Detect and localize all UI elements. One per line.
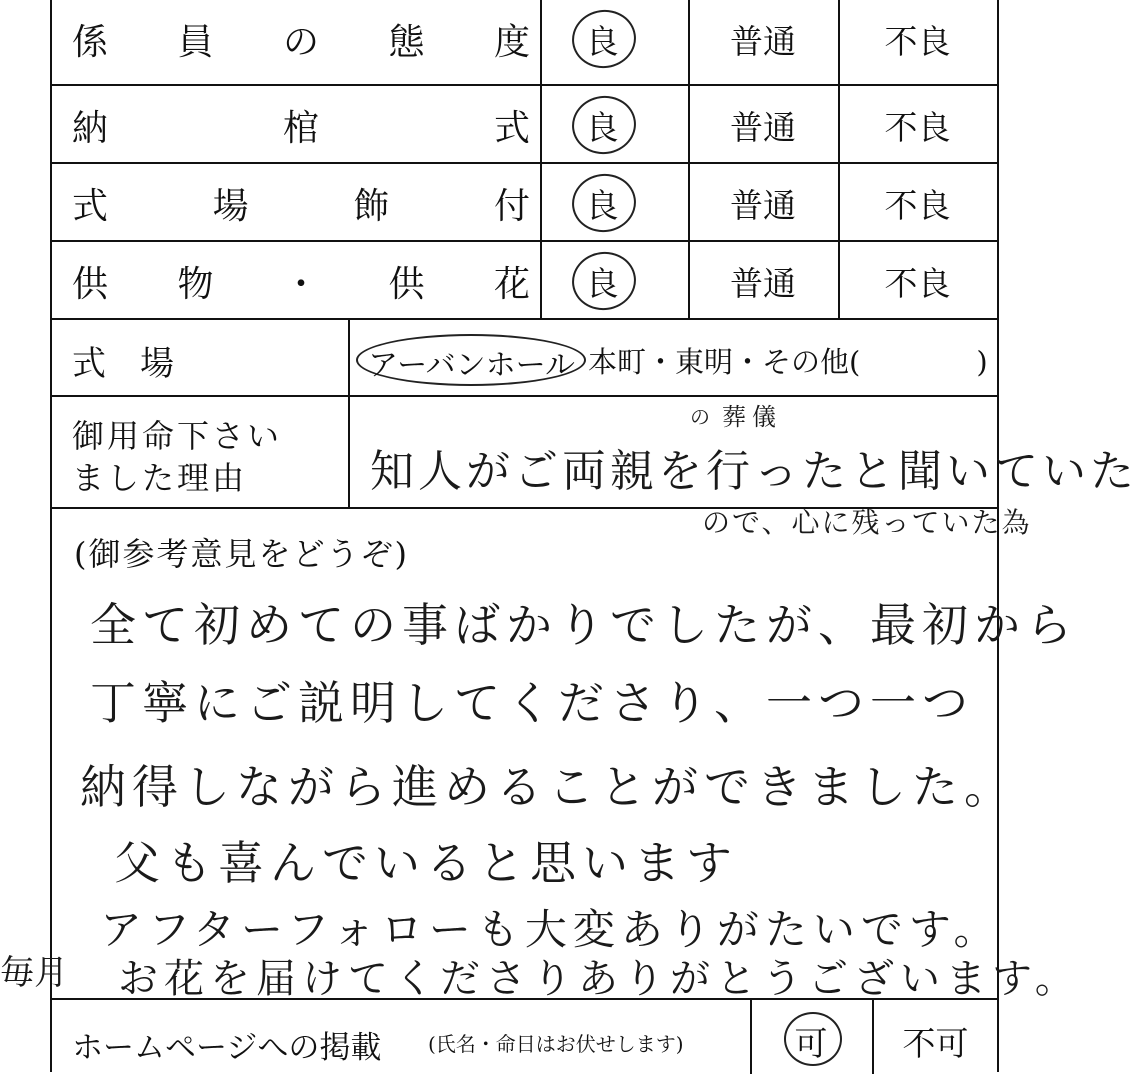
publish-note: (氏名・命日はお伏せします) (428, 1032, 684, 1056)
rating-label-char: 供 (388, 264, 425, 305)
comments-section (50, 507, 1081, 1009)
rating-label-char: 場 (212, 186, 249, 227)
rating-option-cell[interactable] (540, 0, 688, 84)
reason-insert-word: 葬儀 (722, 403, 782, 431)
rating-option-cell[interactable] (838, 242, 997, 320)
rating-label-char: 態 (388, 22, 425, 63)
reason-answer-cell (348, 397, 1138, 509)
publish-option-no[interactable]: 不可 (902, 1024, 969, 1063)
rating-label-char: 式 (493, 108, 530, 149)
reason-answer-line2[interactable]: ので、心に残っていた為 (702, 506, 1032, 539)
comment-line: 父も喜んでいると思います (114, 836, 738, 890)
reason-label-line1: 御用命下さい (72, 417, 283, 455)
comments-heading: (御参考意見をどうぞ) (74, 535, 409, 573)
rating-option-cell[interactable] (688, 0, 838, 84)
venue-options (348, 320, 997, 397)
rating-label-char: 納 (72, 108, 109, 149)
rating-label-char: 供 (72, 264, 109, 305)
comment-line: 全て初めての事ばかりでしたが、最初から (90, 598, 1078, 652)
rating-option-cell[interactable] (540, 242, 688, 320)
rating-option-label[interactable]: 普通 (730, 186, 796, 225)
rating-option-label[interactable]: 良 (585, 108, 619, 147)
comment-line: お花を届けてくださりありがとうございます。 (118, 956, 1081, 1002)
rating-label (72, 100, 530, 151)
rating-option-label[interactable]: 不良 (884, 186, 951, 225)
rating-label (72, 178, 530, 229)
rating-row (50, 240, 997, 320)
reason-label-line2: ました理由 (72, 459, 248, 497)
rating-option-cell[interactable] (838, 0, 997, 84)
rating-option-label[interactable]: 良 (585, 186, 619, 225)
rating-label-char: 式 (72, 186, 109, 227)
rating-label-char: ・ (282, 264, 319, 305)
rating-label-char: 花 (493, 264, 530, 305)
rating-option-cell[interactable] (688, 86, 838, 164)
rating-option-cell[interactable] (838, 86, 997, 164)
publish-row (50, 998, 997, 1074)
rating-option-label[interactable]: 不良 (884, 22, 951, 61)
rating-row (50, 0, 997, 84)
rating-label-char: の (282, 22, 319, 63)
comment-line: 丁寧にご説明してくださり、一つ一つ (90, 676, 974, 730)
rating-option-label[interactable]: 良 (585, 22, 619, 61)
reason-answer-line1[interactable]: 知人がご両親を行ったと聞いていた (370, 446, 1138, 497)
rating-option-label[interactable]: 普通 (730, 22, 796, 61)
rating-label-char: 棺 (282, 108, 319, 149)
comment-line: アフターフォローも大変ありがたいです。 (100, 905, 1002, 954)
rating-label (72, 14, 530, 65)
margin-note: 毎月 (0, 953, 68, 993)
publish-option-yes-cell[interactable] (750, 1000, 872, 1074)
rating-label-char: 付 (493, 186, 530, 227)
rating-label-char: 員 (177, 22, 214, 63)
venue-option-selected[interactable]: アーバンホール (368, 348, 575, 383)
reason-insert-particle: の (690, 405, 716, 429)
rating-option-label[interactable]: 不良 (884, 108, 951, 147)
rating-label-char: 飾 (353, 186, 390, 227)
rating-label-char: 係 (72, 22, 109, 63)
publish-option-no-cell[interactable] (872, 1000, 997, 1074)
rating-option-cell[interactable] (688, 164, 838, 242)
rating-option-cell[interactable] (540, 86, 688, 164)
rating-option-label[interactable]: 普通 (730, 264, 796, 303)
venue-option-others[interactable]: 本町・東明・その他( ) (588, 345, 988, 379)
publish-label: ホームページへの掲載 (72, 1030, 382, 1066)
rating-row (50, 84, 997, 164)
rating-option-cell[interactable] (688, 242, 838, 320)
publish-option-yes[interactable]: 可 (794, 1024, 828, 1063)
rating-row (50, 162, 997, 242)
comment-line: 納得しながら進めることができました。 (80, 760, 1016, 814)
venue-label: 式 場 (72, 344, 174, 384)
rating-label-char: 物 (177, 264, 214, 305)
rating-label-char: 度 (493, 22, 530, 63)
rating-option-cell[interactable] (838, 164, 997, 242)
rating-label (72, 256, 530, 307)
rating-option-label[interactable]: 普通 (730, 108, 796, 147)
rating-option-label[interactable]: 不良 (884, 264, 951, 303)
rating-option-label[interactable]: 良 (585, 264, 619, 303)
venue-row (50, 318, 997, 397)
reason-row (50, 395, 1138, 539)
rating-option-cell[interactable] (540, 164, 688, 242)
